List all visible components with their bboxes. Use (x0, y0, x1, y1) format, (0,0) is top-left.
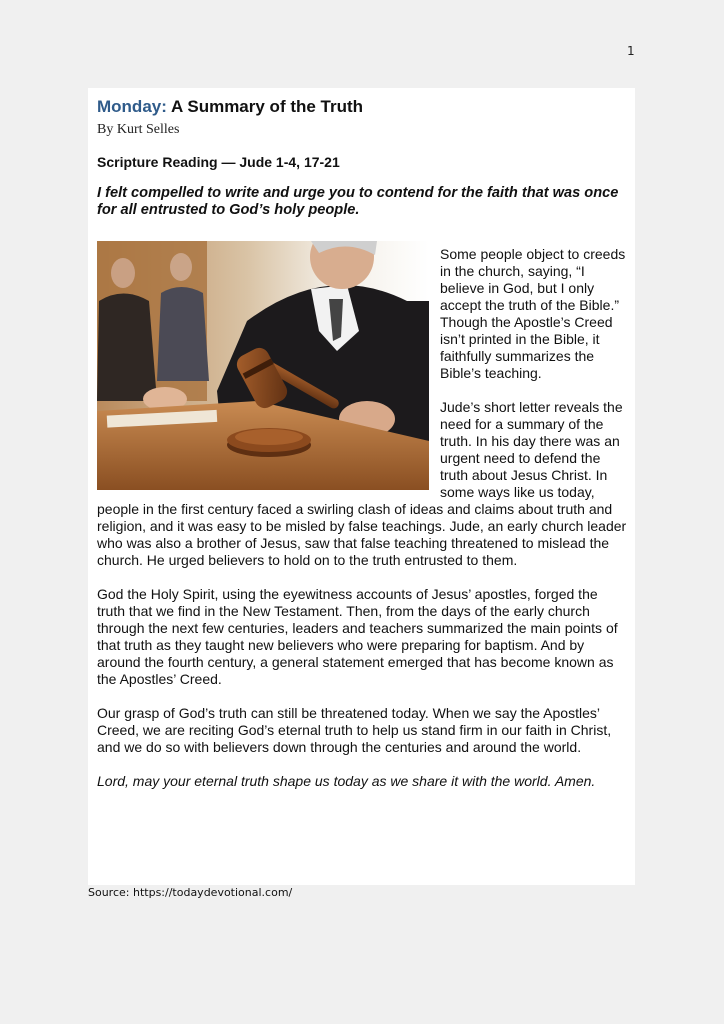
byline: By Kurt Selles (97, 122, 180, 137)
key-verse: I felt compelled to write and urge you to contend for the faith that was once for all entrusted to God’s holy people. (97, 185, 619, 218)
paragraph-2: Jude’s short letter reveals the need for a summary of the truth. In his day there was an urgent need to defend the truth about Jesus Christ. In some ways like us today, people in the first century faced a swirling clash of ideas and claims about truth and religion, and it was easy to be misled by false teachings. Jude, an early church leader who was also a brother of Jesus, saw that false teaching threatened to mislead the church. He urged believers to hold on to the truth entrusted to them. (97, 399, 627, 568)
paragraph-3: God the Holy Spirit, using the eyewitness accounts of Jesus’ apostles, forged the truth that we find in the New Testament. Then, from the days of the early church through the next few centuries, leaders and teachers summarized the main points of that truth as they taught new believers who were preparing for baptism. And by around the fourth century, a general statement emerged that has become known as the Apostles’ Creed. (97, 586, 618, 687)
page-number: 1 (627, 44, 635, 58)
article-body (97, 241, 627, 790)
scripture-reading: Scripture Reading — Jude 1-4, 17-21 (97, 154, 340, 170)
article-card (88, 88, 635, 885)
paragraph-4: Our grasp of God’s truth can still be threatened today. When we say the Apostles’ Creed, we are reciting God’s eternal truth to help us stand firm in our faith in Christ, and we do so with believers down through the centuries and around the world. (97, 705, 612, 755)
title-day: Monday: (97, 97, 167, 116)
article-content (97, 97, 627, 807)
article-title (97, 97, 627, 117)
closing-prayer: Lord, may your eternal truth shape us today as we share it with the world. Amen. (97, 773, 596, 789)
judge-gavel-photo (97, 241, 429, 490)
paragraph-1: Some people object to creeds in the church, saying, “I believe in God, but I only accept the truth of the Bible.” Though the Apostle’s Creed isn’t printed in the Bible, it faithfully summarizes the Bible’s teaching. (440, 246, 626, 381)
title-text: A Summary of the Truth (170, 97, 364, 116)
source-link[interactable]: Source: https://todaydevotional.com/ (88, 886, 293, 899)
